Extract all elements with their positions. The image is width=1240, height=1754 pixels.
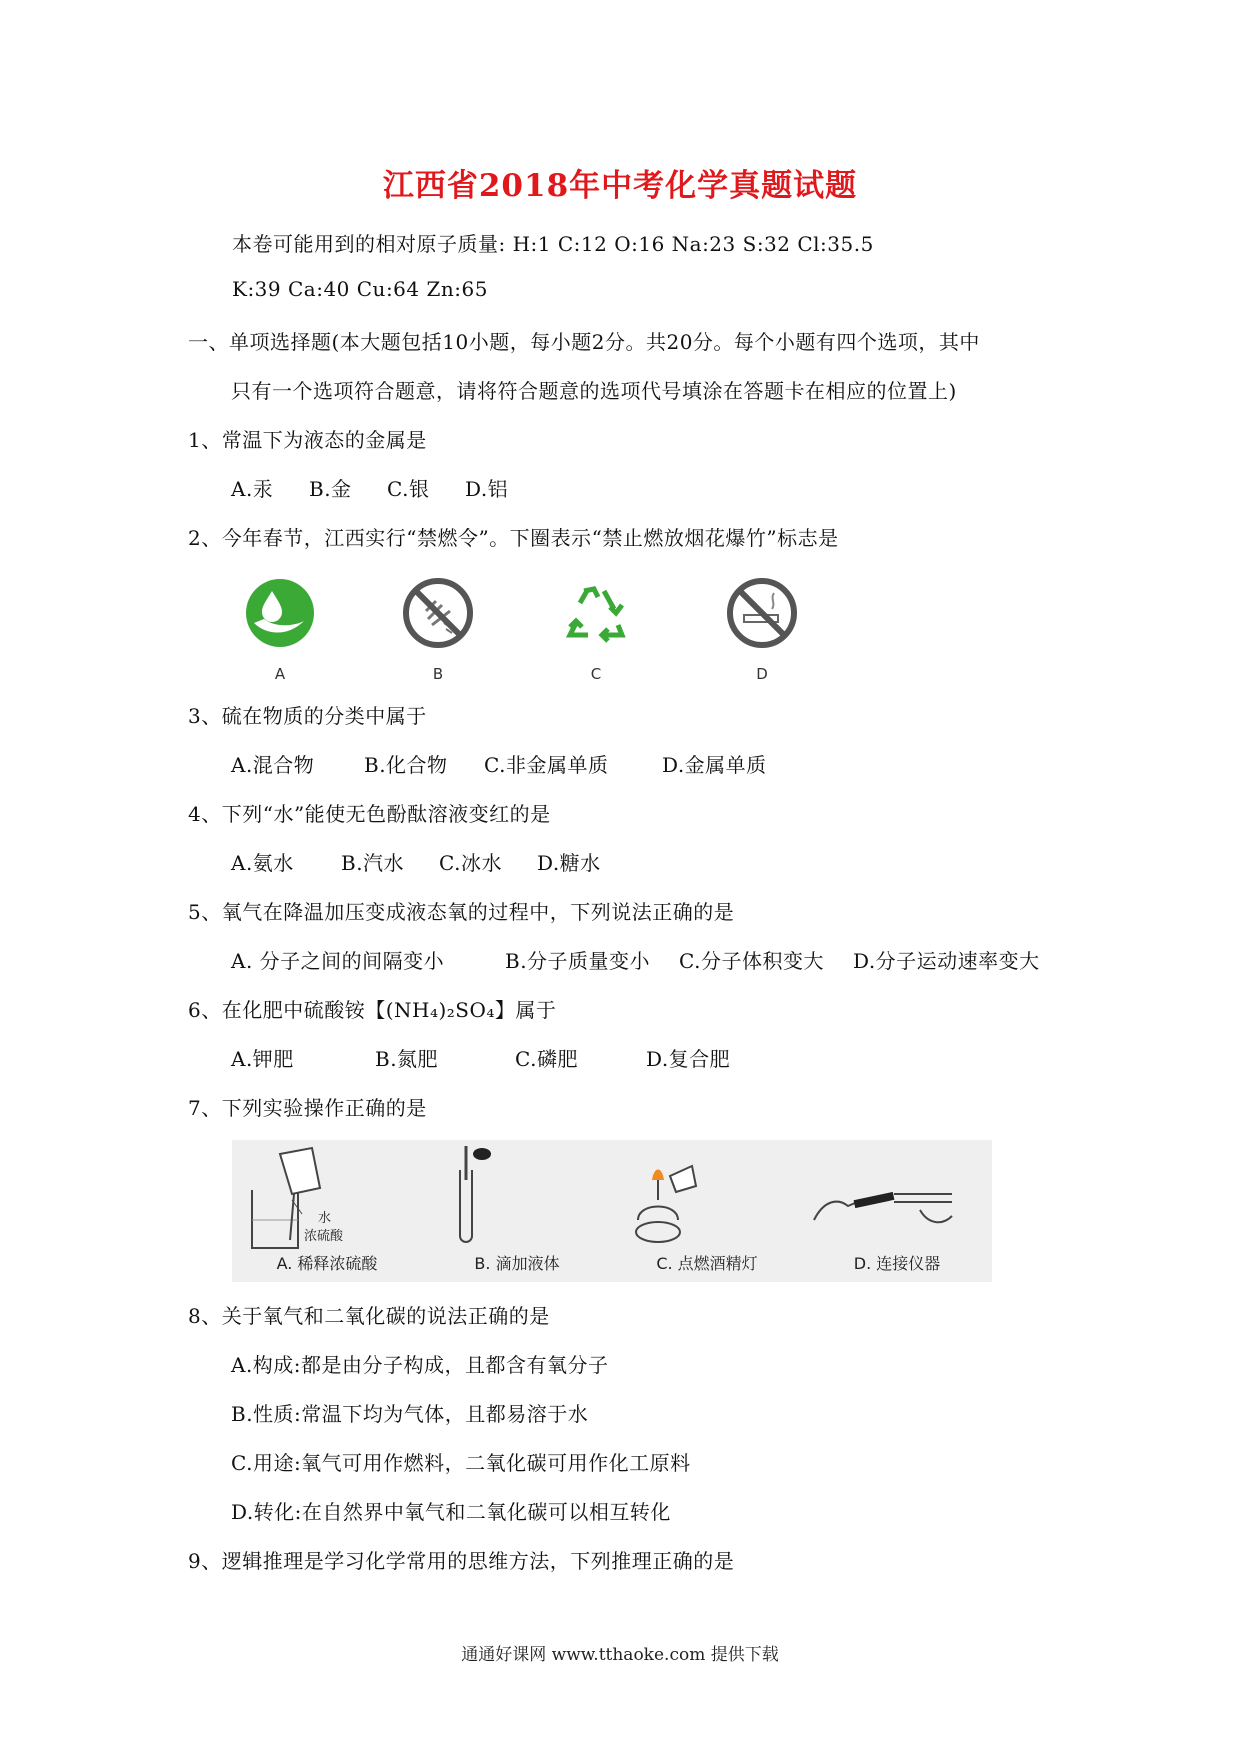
section-heading-line-1: 一、单项选择题(本大题包括10小题，每小题2分。共20分。每个小题有四个选项，其中 (188, 330, 980, 354)
question-3-stem: 3、硫在物质的分类中属于 (188, 704, 427, 728)
option-d: D.分子运动速率变大 (853, 949, 1040, 973)
recycle-icon (558, 575, 634, 651)
option-d: D.铝 (465, 477, 509, 501)
option-d: D.金属单质 (662, 753, 767, 777)
figure-c (546, 575, 646, 683)
figure-a (230, 575, 330, 683)
question-2-figures (230, 575, 930, 685)
lab-d-label: D. 连接仪器 (853, 1254, 941, 1273)
option-b: B.化合物 (364, 753, 448, 777)
question-6-options (231, 1043, 730, 1072)
figure-a-label: A (274, 665, 286, 683)
water-saving-icon (242, 575, 318, 651)
no-smoking-icon (724, 575, 800, 651)
question-5-options (231, 945, 1040, 974)
section-heading-line-2: 只有一个选项符合题意，请将符合题意的选项代号填涂在答题卡在相应的位置上) (231, 379, 957, 403)
figure-c-label: C (590, 665, 602, 683)
option-b: B.汽水 (341, 851, 405, 875)
atomic-mass-line-1: 本卷可能用到的相对原子质量: H:1 C:12 O:16 Na:23 S:32 Cl:35.5 (232, 232, 874, 256)
option-a: A. 分子之间的间隔变小 (231, 949, 445, 973)
question-8-option-d: D.转化:在自然界中氧气和二氧化碳可以相互转化 (231, 1500, 671, 1524)
lab-d (802, 1140, 992, 1282)
option-a: A.钾肥 (231, 1047, 294, 1071)
figure-b (388, 575, 488, 683)
option-d: D.糖水 (537, 851, 601, 875)
option-c: C.非金属单质 (484, 753, 609, 777)
question-1-stem: 1、常温下为液态的金属是 (188, 428, 427, 452)
question-9-stem: 9、逻辑推理是学习化学常用的思维方法，下列推理正确的是 (188, 1549, 735, 1573)
question-4-options (231, 847, 601, 876)
question-2-stem: 2、今年春节，江西实行“禁燃令”。下圈表示“禁止燃放烟花爆竹”标志是 (188, 526, 839, 550)
question-8-option-c: C.用途:氧气可用作燃料，二氧化碳可用作化工原料 (231, 1451, 691, 1475)
option-c: C.分子体积变大 (679, 949, 824, 973)
question-4-stem: 4、下列“水”能使无色酚酞溶液变红的是 (188, 802, 551, 826)
question-7-stem: 7、下列实验操作正确的是 (188, 1096, 427, 1120)
question-3-options (231, 749, 767, 778)
option-d: D.复合肥 (646, 1047, 731, 1071)
lab-a (232, 1140, 422, 1282)
option-b: B.分子质量变小 (505, 949, 651, 973)
figure-d-label: D (756, 665, 768, 683)
option-a: A.汞 (231, 477, 274, 501)
footer: 通通好课网 www.tthaoke.com 提供下载 (461, 1645, 779, 1665)
question-7-figure-panel (232, 1140, 992, 1282)
option-b: B.氮肥 (375, 1047, 439, 1071)
option-c: C.银 (387, 477, 430, 501)
question-8-option-a: A.构成:都是由分子构成，且都含有氧分子 (231, 1353, 609, 1377)
question-8-option-b: B.性质:常温下均为气体，且都易溶于水 (231, 1402, 589, 1426)
figure-b-label: B (432, 665, 444, 683)
figure-d (712, 575, 812, 683)
water-label: 水 (318, 1211, 332, 1226)
atomic-mass-line-2: K:39 Ca:40 Cu:64 Zn:65 (232, 277, 488, 301)
question-1-options (231, 473, 508, 502)
option-c: C.磷肥 (515, 1047, 578, 1071)
no-fireworks-icon (400, 575, 476, 651)
page-title: 江西省2018年中考化学真题试题 (382, 168, 858, 204)
lab-c-label: C. 点燃酒精灯 (656, 1254, 758, 1273)
option-c: C.冰水 (439, 851, 502, 875)
acid-label: 浓硫酸 (304, 1229, 344, 1244)
option-a: A.氨水 (231, 851, 294, 875)
question-8-stem: 8、关于氧气和二氧化碳的说法正确的是 (188, 1304, 550, 1328)
question-5-stem: 5、氧气在降温加压变成液态氧的过程中，下列说法正确的是 (188, 900, 735, 924)
lab-b (422, 1140, 612, 1282)
question-6-stem: 6、在化肥中硫酸铵【(NH₄)₂SO₄】属于 (188, 998, 557, 1022)
lab-c (612, 1140, 802, 1282)
lab-b-label: B. 滴加液体 (474, 1254, 560, 1273)
option-b: B.金 (309, 477, 352, 501)
lab-a-label: A. 稀释浓硫酸 (276, 1254, 378, 1273)
option-a: A.混合物 (231, 753, 315, 777)
